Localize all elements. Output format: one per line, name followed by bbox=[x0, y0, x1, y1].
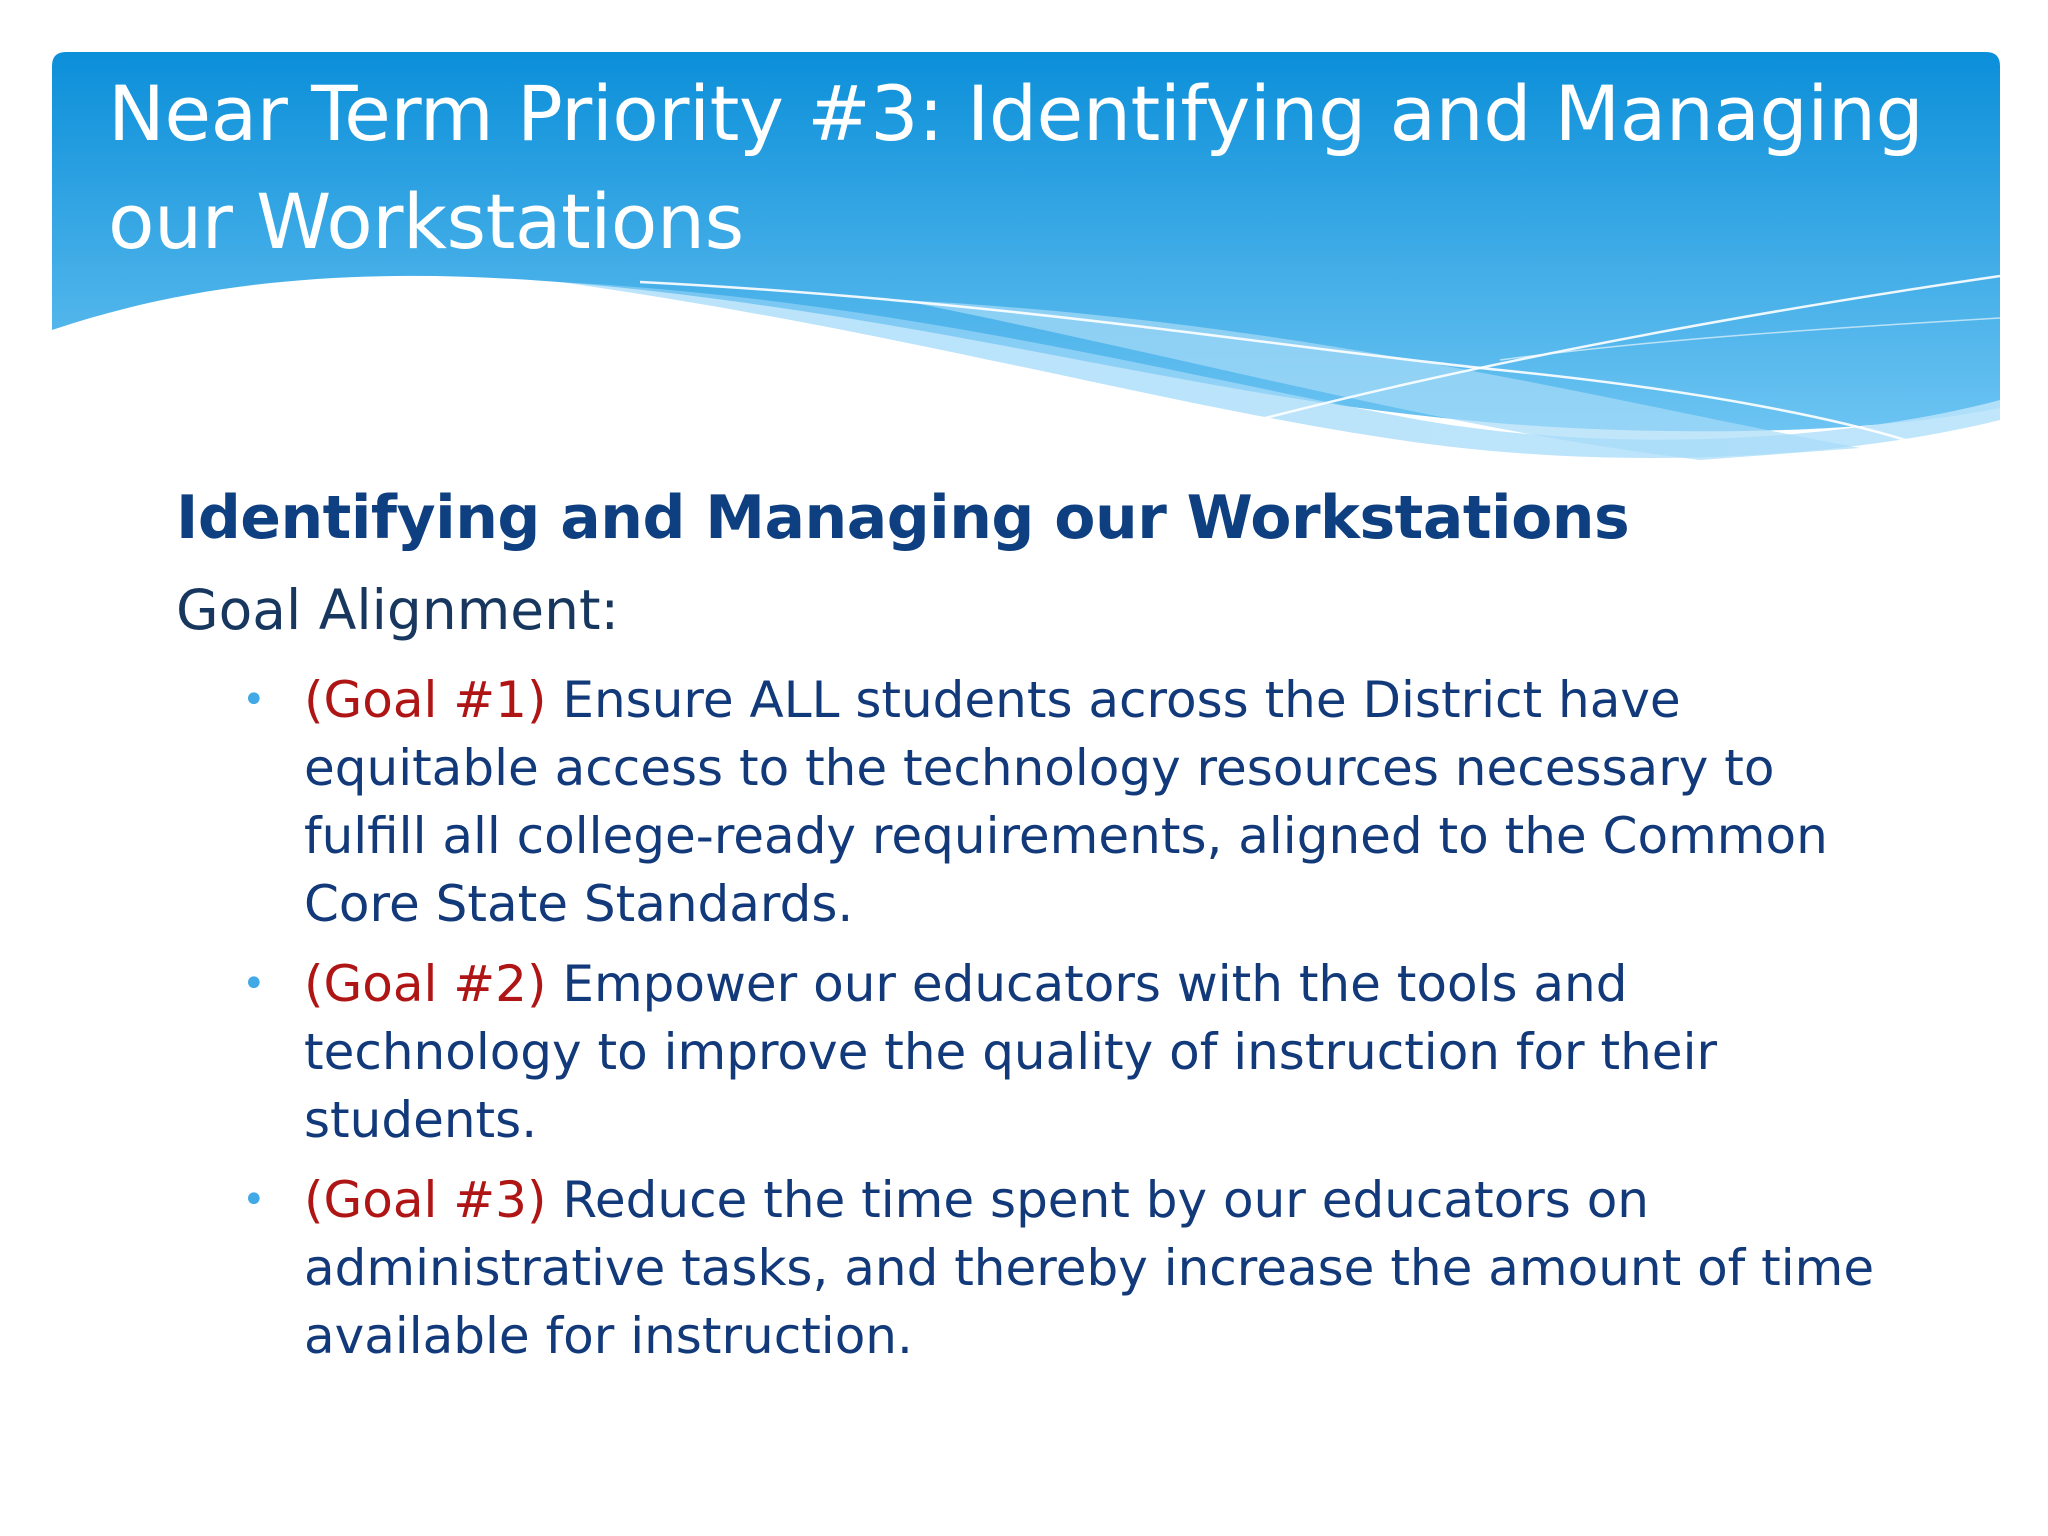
bullet-icon: • bbox=[242, 677, 266, 723]
goal-text: Reduce the time spent by our educators on administrative tasks, and thereby increase the amount of time available for instruction. bbox=[304, 1171, 1875, 1365]
goals-list bbox=[176, 666, 1896, 1370]
goal-text: Ensure ALL students across the District have equitable access to the technology resources necessary to fulfill all college-ready requirements, aligned to the Common Core State Standards. bbox=[304, 671, 1828, 933]
goal-text: Empower our educators with the tools and technology to improve the quality of instruction for their students. bbox=[304, 955, 1718, 1149]
section-heading: Identifying and Managing our Workstations bbox=[176, 483, 1630, 553]
goal-tag: (Goal #2) bbox=[304, 955, 547, 1013]
goal-alignment-label: Goal Alignment: bbox=[176, 578, 620, 642]
bullet-icon: • bbox=[242, 961, 266, 1007]
slide-body bbox=[176, 470, 1896, 1370]
goal-tag: (Goal #1) bbox=[304, 671, 547, 729]
goal-item-3 bbox=[176, 1166, 1896, 1370]
goal-tag: (Goal #3) bbox=[304, 1171, 547, 1229]
goal-item-2 bbox=[176, 950, 1896, 1154]
goal-item-1 bbox=[176, 666, 1896, 938]
slide-title: Near Term Priority #3: Identifying and Managing our Workstations bbox=[108, 69, 1924, 266]
bullet-icon: • bbox=[242, 1177, 266, 1223]
